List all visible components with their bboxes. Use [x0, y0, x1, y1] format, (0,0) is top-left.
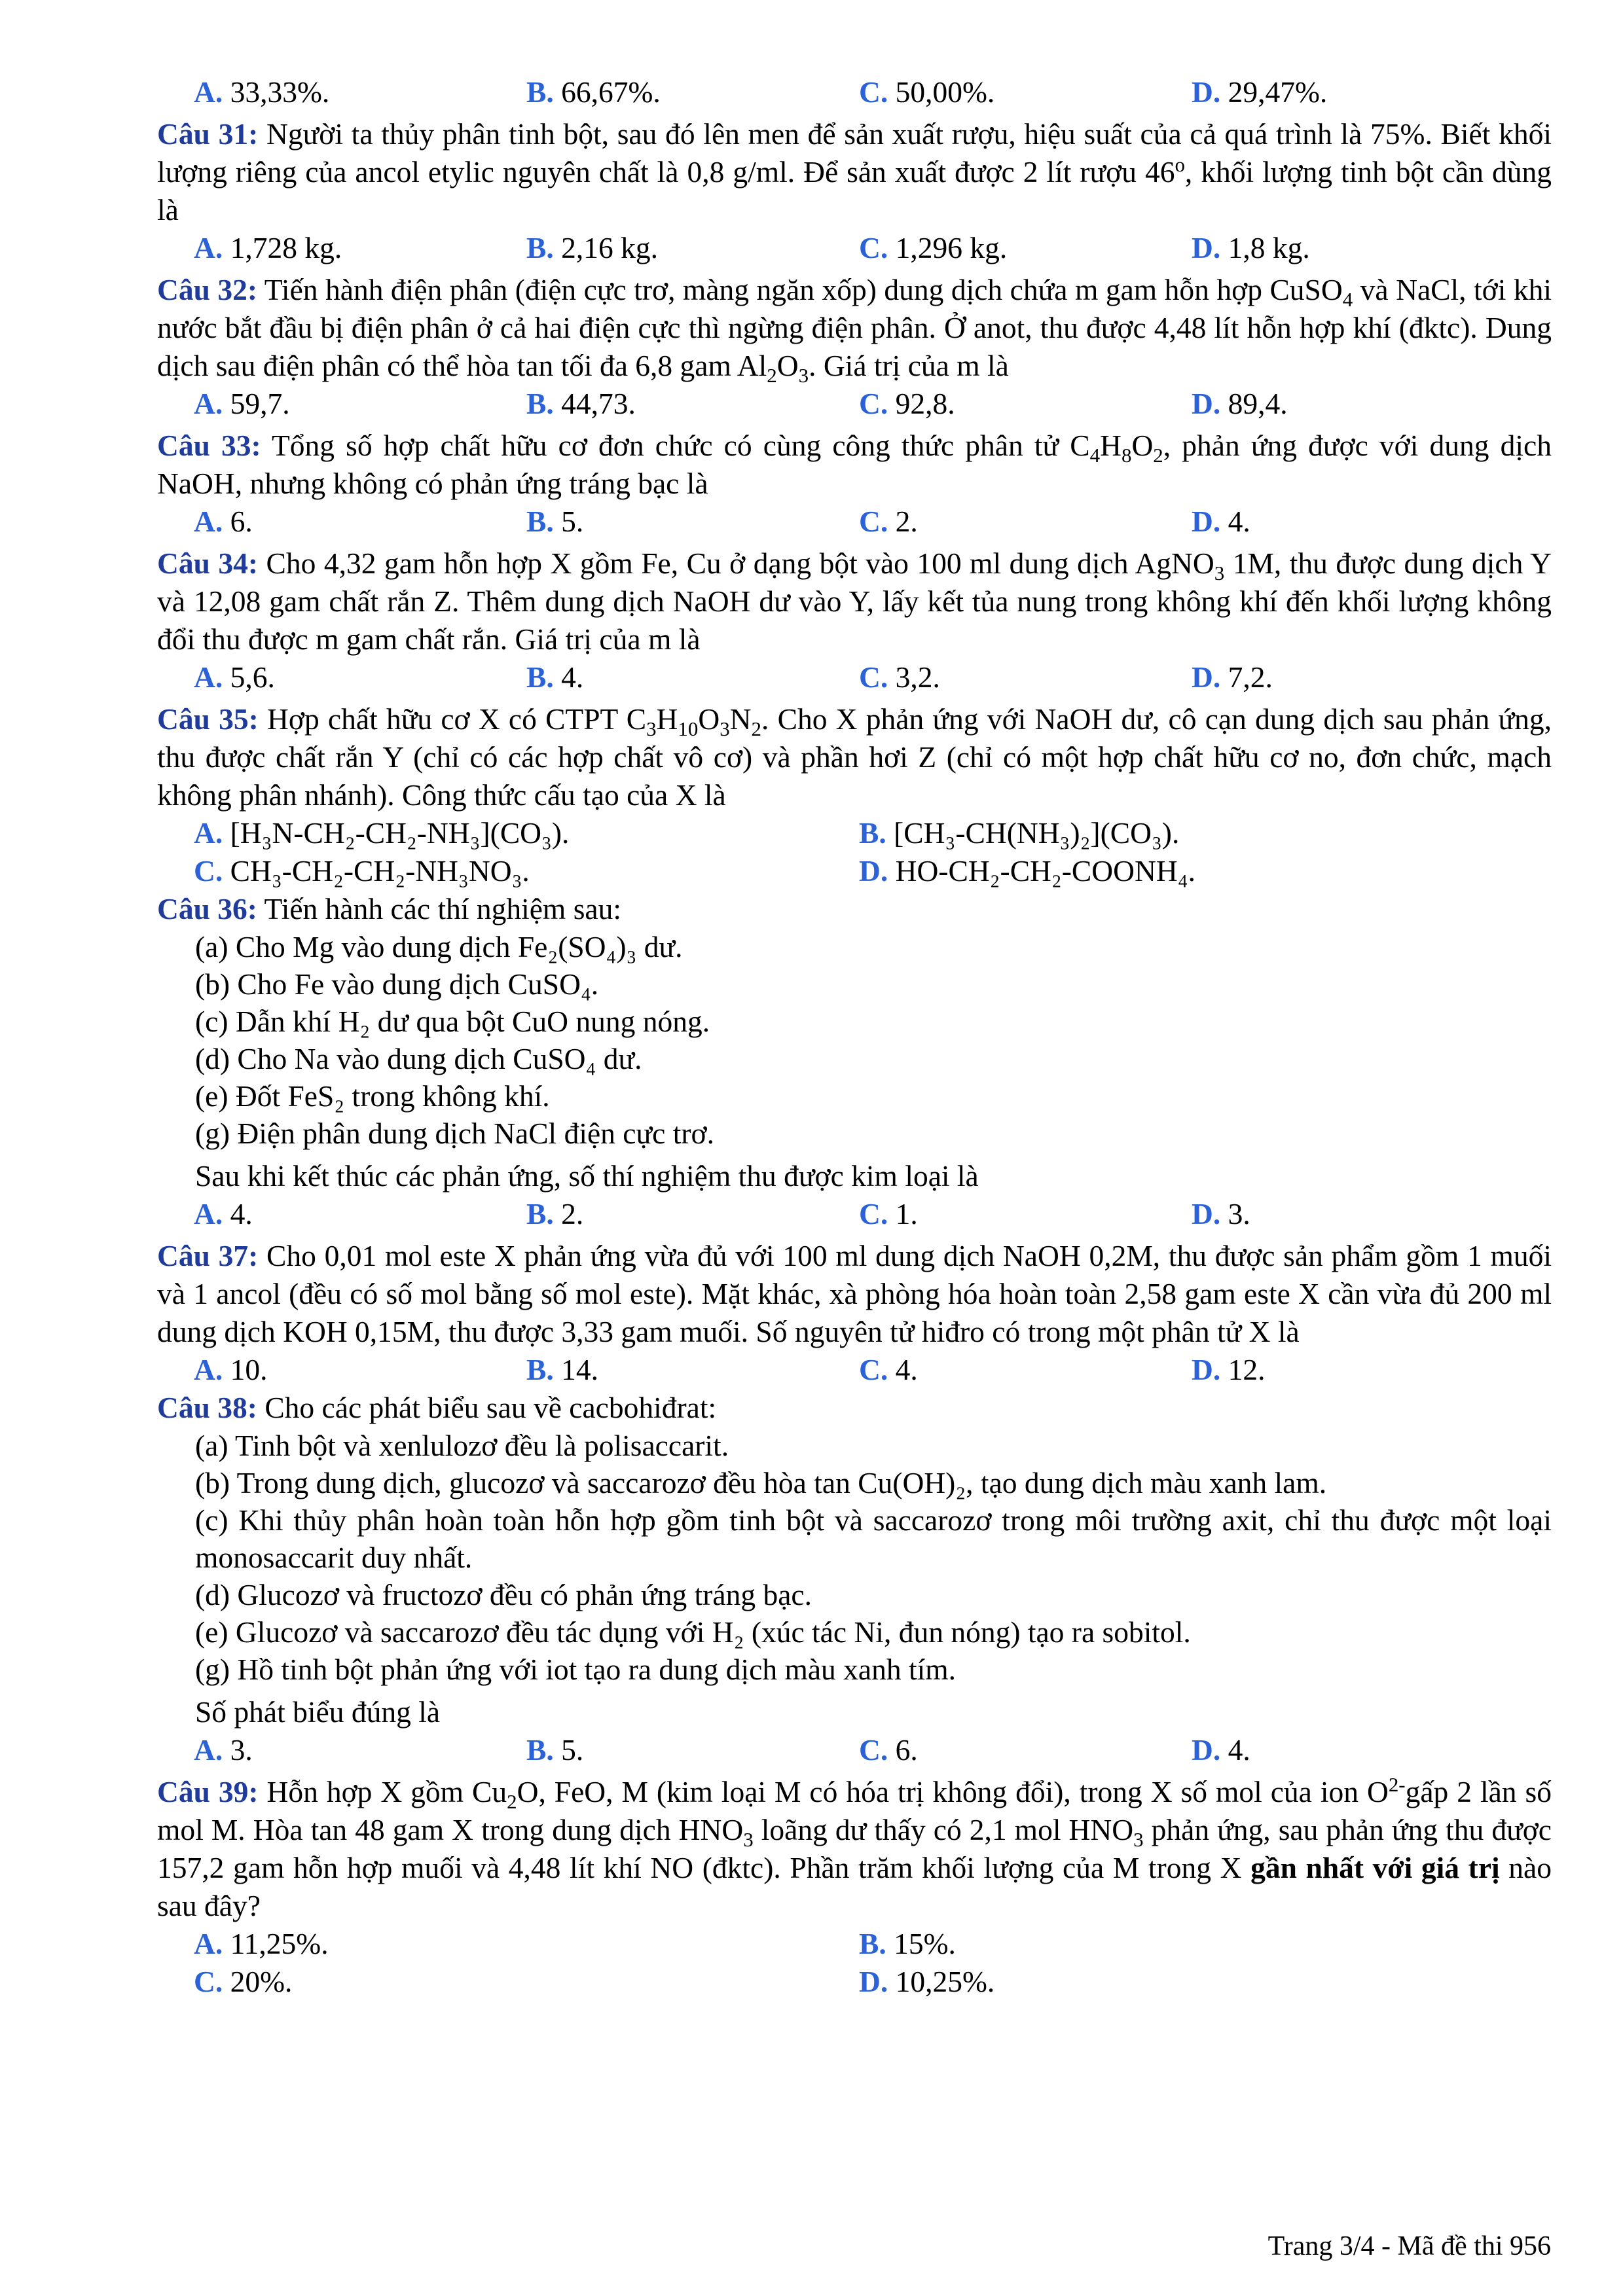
option-letter: D.: [1192, 1353, 1221, 1386]
option-letter: B.: [859, 1927, 886, 1960]
question-text: gấp 2 lần số mol M. Hòa tan 48 gam X trong dung dịch HNO: [157, 1775, 1552, 1846]
q39-option-a: [194, 1925, 329, 1963]
question-number: Câu 36:: [157, 892, 257, 925]
subscript: 4: [1089, 444, 1101, 467]
subscript: 3: [720, 717, 730, 741]
option-letter: A.: [194, 1197, 223, 1230]
question-37: [157, 1237, 1552, 1351]
degree-sup: o: [1175, 152, 1185, 176]
option-text: 66,67%.: [561, 75, 661, 109]
q39-options-row1: [157, 1925, 1552, 1963]
option-letter: D.: [859, 854, 888, 888]
option-letter: D.: [859, 1965, 888, 1998]
q33-option-d: [1192, 503, 1250, 541]
option-letter: D.: [1192, 505, 1221, 538]
option-letter: A.: [194, 75, 223, 109]
option-text: 92,8.: [895, 387, 955, 420]
subscript: 3: [646, 717, 657, 741]
q38-item-g: (g) Hồ tinh bột phản ứng với iot tạo ra dung dịch màu xanh tím.: [195, 1653, 957, 1686]
option-text: 7,2.: [1228, 660, 1273, 694]
subscript: 2: [507, 1790, 517, 1814]
question-text: N: [729, 702, 752, 736]
q38-item-c: (c) Khi thủy phân hoàn toàn hỗn hợp gồm tinh bột và saccarozơ trong môi trường axit, chỉ thu được một loại monosaccarit duy nhất.: [195, 1503, 1552, 1574]
option-letter: D.: [1192, 1197, 1221, 1230]
subscript: 2: [767, 364, 777, 387]
q30-options: [157, 73, 1552, 111]
question-number: Câu 35:: [157, 702, 259, 736]
q39-option-c: [194, 1963, 292, 2001]
q35-options-row1: [157, 814, 1552, 852]
question-text: Cho 4,32 gam hỗn hợp X gồm Fe, Cu ở dạng bột vào 100 ml dung dịch AgNO: [258, 547, 1214, 580]
option-text: 3.: [1228, 1197, 1250, 1230]
q37-options: [157, 1351, 1552, 1389]
option-text: 33,33%.: [230, 75, 330, 109]
q38-item-d: (d) Glucozơ và fructozơ đều có phản ứng tráng bạc.: [195, 1578, 812, 1611]
q36-options: [157, 1195, 1552, 1233]
option-text: 3,2.: [895, 660, 940, 694]
q36-item-b: (b) Cho Fe vào dung dịch CuSO₄.: [195, 967, 599, 1001]
option-letter: B.: [526, 505, 554, 538]
option-text: 10.: [230, 1353, 268, 1386]
option-letter: C.: [194, 854, 223, 888]
option-letter: B.: [526, 1353, 554, 1386]
option-text: [CH₃-CH(NH₃)₂](CO₃).: [894, 816, 1180, 850]
option-letter: C.: [859, 1353, 888, 1386]
q38-option-c: [859, 1731, 918, 1769]
option-text: 4.: [1228, 505, 1250, 538]
option-text: 6.: [895, 1733, 918, 1767]
question-number: Câu 31:: [157, 117, 259, 151]
subscript: 10: [678, 717, 699, 741]
question-text: và NaCl, tới khi nước bắt đầu bị điện phân ở cả hai điện cực thì ngừng điện phân. Ở anot, thu được 4,48 lít hỗn hợp khí (đktc). Dung dịch sau điện phân có thể hòa tan tối đa 6,8 gam Al: [157, 273, 1552, 382]
question-text: Hỗn hợp X gồm Cu: [258, 1775, 507, 1808]
question-36: [157, 890, 1552, 928]
q36-item-g: (g) Điện phân dung dịch NaCl điện cực trơ.: [195, 1117, 714, 1150]
question-text: O: [1131, 429, 1154, 462]
option-letter: C.: [859, 1733, 888, 1767]
option-letter: A.: [194, 1733, 223, 1767]
question-text: Hợp chất hữu cơ X có CTPT C: [258, 702, 647, 736]
q32-option-d: [1192, 385, 1288, 423]
question-38: [157, 1389, 1552, 1427]
option-text: 14.: [561, 1353, 598, 1386]
option-text: 5.: [561, 1733, 584, 1767]
subscript: 2: [751, 717, 761, 741]
q37-option-b: [526, 1351, 598, 1389]
q35-options-row2: [157, 852, 1552, 890]
q31-option-b: [526, 229, 658, 267]
option-letter: C.: [859, 505, 888, 538]
q37-option-c: [859, 1351, 918, 1389]
q37-option-a: [194, 1351, 267, 1389]
question-text: O: [698, 702, 720, 736]
option-letter: D.: [1192, 231, 1221, 264]
option-text: 11,25%.: [230, 1927, 329, 1960]
question-text: Cho 0,01 mol este X phản ứng vừa đủ với 100 ml dung dịch NaOH 0,2M, thu được sản phẩm gồm 1 muối và 1 ancol (đều có số mol bằng số mol este). Mặt khác, xà phòng hóa hoàn toàn 2,58 gam este X cần vừa đủ 200 ml dung dịch KOH 0,15M, thu được 3,33 gam muối. Số nguyên tử hiđro có trong một phân tử X là: [157, 1239, 1552, 1348]
question-text: , khối lượng tinh bột cần dùng là: [157, 155, 1552, 226]
option-text: 15%.: [894, 1927, 956, 1960]
question-text: . Cho X phản ứng với NaOH dư, cô cạn dung dịch sau phản ứng, thu được chất rắn Y (chỉ có các hợp chất vô cơ) và phần hơi Z (chỉ có một hợp chất hữu cơ no, đơn chức, mạch không phân nhánh). Công thức cấu tạo của X là: [157, 702, 1552, 812]
option-text: 89,4.: [1228, 387, 1288, 420]
superscript: 2-: [1388, 1772, 1406, 1796]
option-letter: A.: [194, 660, 223, 694]
question-32: [157, 271, 1552, 385]
option-letter: A.: [194, 1927, 223, 1960]
q36-prompt: Sau khi kết thúc các phản ứng, số thí nghiệm thu được kim loại là: [195, 1159, 979, 1193]
question-text: Người ta thủy phân tinh bột, sau đó lên men để sản xuất rượu, hiệu suất của cả quá trình là 75%. Biết khối lượng riêng của ancol etylic nguyên chất là 0,8 g/ml. Để sản xuất được 2 lít rượu 46: [157, 117, 1552, 188]
option-letter: B.: [859, 816, 886, 850]
option-text: 2.: [895, 505, 918, 538]
q32-option-b: [526, 385, 636, 423]
question-34: [157, 545, 1552, 658]
q31-options: [157, 229, 1552, 267]
question-number: Câu 34:: [157, 547, 259, 580]
q37-option-d: [1192, 1351, 1265, 1389]
q35-option-c: [194, 852, 530, 890]
option-text: 12.: [1228, 1353, 1266, 1386]
question-number: Câu 32:: [157, 273, 258, 306]
q36-item-c: (c) Dẫn khí H₂ dư qua bột CuO nung nóng.: [195, 1005, 710, 1038]
question-35: [157, 700, 1552, 814]
q39-option-b: [859, 1925, 956, 1963]
q39-option-d: [859, 1963, 994, 2001]
subscript: 3: [1214, 562, 1225, 585]
subscript: 3: [798, 364, 809, 387]
q38-prompt: Số phát biểu đúng là: [195, 1695, 441, 1729]
option-text: 6.: [230, 505, 253, 538]
q34-options: [157, 658, 1552, 696]
option-text: 1,728 kg.: [230, 231, 342, 264]
question-text: 1M, thu được dung dịch Y và 12,08 gam chất rắn Z. Thêm dung dịch NaOH dư vào Y, lấy kết tủa nung trong không khí đến khối lượng không đổi thu được m gam chất rắn. Giá trị của m là: [157, 547, 1552, 656]
option-letter: B.: [526, 1197, 554, 1230]
option-text: 4.: [895, 1353, 918, 1386]
option-text: 1.: [895, 1197, 918, 1230]
q38-options: [157, 1731, 1552, 1769]
question-31: [157, 115, 1552, 229]
question-text: H: [1100, 429, 1122, 462]
option-text: 4.: [1228, 1733, 1250, 1767]
question-text: O: [776, 349, 799, 382]
q36-item-e: (e) Đốt FeS₂ trong không khí.: [195, 1079, 550, 1113]
q34-option-b: [526, 658, 583, 696]
q38-item-b: (b) Trong dung dịch, glucozơ và saccarozơ đều hòa tan Cu(OH)₂, tạo dung dịch màu xanh lam.: [195, 1466, 1327, 1499]
option-text: 3.: [230, 1733, 253, 1767]
option-letter: A.: [194, 816, 223, 850]
option-letter: B.: [526, 75, 554, 109]
question-text: nào sau đây?: [157, 1851, 1552, 1922]
q38-option-d: [1192, 1731, 1250, 1769]
option-letter: A.: [194, 231, 223, 264]
q35-option-a: [194, 814, 569, 852]
question-text: Tổng số hợp chất hữu cơ đơn chức có cùng công thức phân tử C: [261, 429, 1090, 462]
subscript: 8: [1121, 444, 1132, 467]
q31-option-d: [1192, 229, 1310, 267]
option-text: 2.: [561, 1197, 584, 1230]
option-letter: C.: [194, 1965, 223, 1998]
option-text: 1,296 kg.: [895, 231, 1008, 264]
question-text: H: [656, 702, 678, 736]
question-number: Câu 38:: [157, 1391, 257, 1424]
q36-item-a: (a) Cho Mg vào dung dịch Fe₂(SO₄)₃ dư.: [195, 930, 683, 963]
question-text: Cho các phát biểu sau về cacbohiđrat:: [257, 1391, 717, 1424]
q36-option-b: [526, 1195, 583, 1233]
q30-option-b: [526, 73, 661, 111]
q38-item-e: (e) Glucozơ và saccarozơ đều tác dụng với H₂ (xúc tác Ni, đun nóng) tạo ra sobitol.: [195, 1615, 1191, 1649]
page-footer: Trang 3/4 - Mã đề thi 956: [1267, 2231, 1551, 2261]
option-letter: A.: [194, 387, 223, 420]
question-number: Câu 33:: [157, 429, 261, 462]
question-number: Câu 39:: [157, 1775, 259, 1808]
subscript: 4: [1342, 288, 1353, 312]
question-text: Tiến hành các thí nghiệm sau:: [257, 892, 621, 925]
question-text: Tiến hành điện phân (điện cực trơ, màng ngăn xốp) dung dịch chứa m gam hỗn hợp CuSO: [257, 273, 1343, 306]
option-letter: B.: [526, 387, 554, 420]
option-letter: A.: [194, 505, 223, 538]
q30-option-d: [1192, 73, 1327, 111]
question-number: Câu 37:: [157, 1239, 259, 1272]
subscript: 3: [743, 1828, 754, 1852]
question-33: [157, 427, 1552, 503]
option-letter: D.: [1192, 1733, 1221, 1767]
q32-option-a: [194, 385, 290, 423]
option-letter: A.: [194, 1353, 223, 1386]
option-letter: C.: [859, 660, 888, 694]
option-text: 2,16 kg.: [561, 231, 658, 264]
q31-option-c: [859, 229, 1007, 267]
option-text: 29,47%.: [1228, 75, 1328, 109]
q35-option-b: [859, 814, 1179, 852]
option-letter: D.: [1192, 75, 1221, 109]
option-text: 4.: [561, 660, 584, 694]
option-letter: C.: [859, 231, 888, 264]
option-letter: C.: [859, 387, 888, 420]
option-letter: B.: [526, 1733, 554, 1767]
q31-option-a: [194, 229, 342, 267]
question-text: . Giá trị của m là: [809, 349, 1009, 382]
q38-option-b: [526, 1731, 583, 1769]
q30-option-c: [859, 73, 994, 111]
q32-option-c: [859, 385, 955, 423]
q32-options: [157, 385, 1552, 423]
q38-option-a: [194, 1731, 253, 1769]
option-text: 4.: [230, 1197, 253, 1230]
question-text: O, FeO, M (kim loại M có hóa trị không đổi), trong X số mol của ion O: [517, 1775, 1389, 1808]
question-text: phản ứng, sau phản ứng thu được 157,2 gam hỗn hợp muối và 4,48 lít khí NO (đktc). Phần trăm khối lượng của M trong X: [157, 1813, 1552, 1884]
option-text: 20%.: [230, 1965, 293, 1998]
option-text: 59,7.: [230, 387, 290, 420]
exam-page: [157, 73, 1552, 2001]
q34-option-c: [859, 658, 940, 696]
option-letter: C.: [859, 75, 888, 109]
q34-option-a: [194, 658, 275, 696]
option-text: 10,25%.: [895, 1965, 995, 1998]
q36-option-a: [194, 1195, 253, 1233]
q36-item-d: (d) Cho Na vào dung dịch CuSO₄ dư.: [195, 1042, 642, 1075]
option-text: 44,73.: [561, 387, 636, 420]
q33-option-c: [859, 503, 918, 541]
q34-option-d: [1192, 658, 1273, 696]
option-text: 1,8 kg.: [1228, 231, 1310, 264]
option-text: HO-CH₂-CH₂-COONH₄.: [895, 854, 1195, 888]
option-text: 5.: [561, 505, 584, 538]
option-text: CH₃-CH₂-CH₂-NH₃NO₃.: [230, 854, 530, 888]
option-letter: D.: [1192, 387, 1221, 420]
option-text: [H₃N-CH₂-CH₂-NH₃](CO₃).: [230, 816, 570, 850]
q33-option-a: [194, 503, 253, 541]
option-letter: C.: [859, 1197, 888, 1230]
bold-emphasis: gần nhất với giá trị: [1250, 1851, 1500, 1884]
q36-option-c: [859, 1195, 918, 1233]
option-letter: D.: [1192, 660, 1221, 694]
q33-options: [157, 503, 1552, 541]
question-39: [157, 1773, 1552, 1925]
option-text: 5,6.: [230, 660, 275, 694]
q39-options-row2: [157, 1963, 1552, 2001]
question-text: , phản ứng được với dung dịch NaOH, nhưng không có phản ứng tráng bạc là: [157, 429, 1552, 500]
q36-option-d: [1192, 1195, 1250, 1233]
subscript: 2: [1153, 444, 1163, 467]
option-text: 50,00%.: [895, 75, 995, 109]
option-letter: B.: [526, 231, 554, 264]
q33-option-b: [526, 503, 583, 541]
q35-option-d: [859, 852, 1195, 890]
q38-item-a: (a) Tinh bột và xenlulozơ đều là polisaccarit.: [195, 1429, 729, 1462]
question-text: loãng dư thấy có 2,1 mol HNO: [753, 1813, 1134, 1846]
q30-option-a: [194, 73, 329, 111]
subscript: 3: [1133, 1828, 1144, 1852]
option-letter: B.: [526, 660, 554, 694]
